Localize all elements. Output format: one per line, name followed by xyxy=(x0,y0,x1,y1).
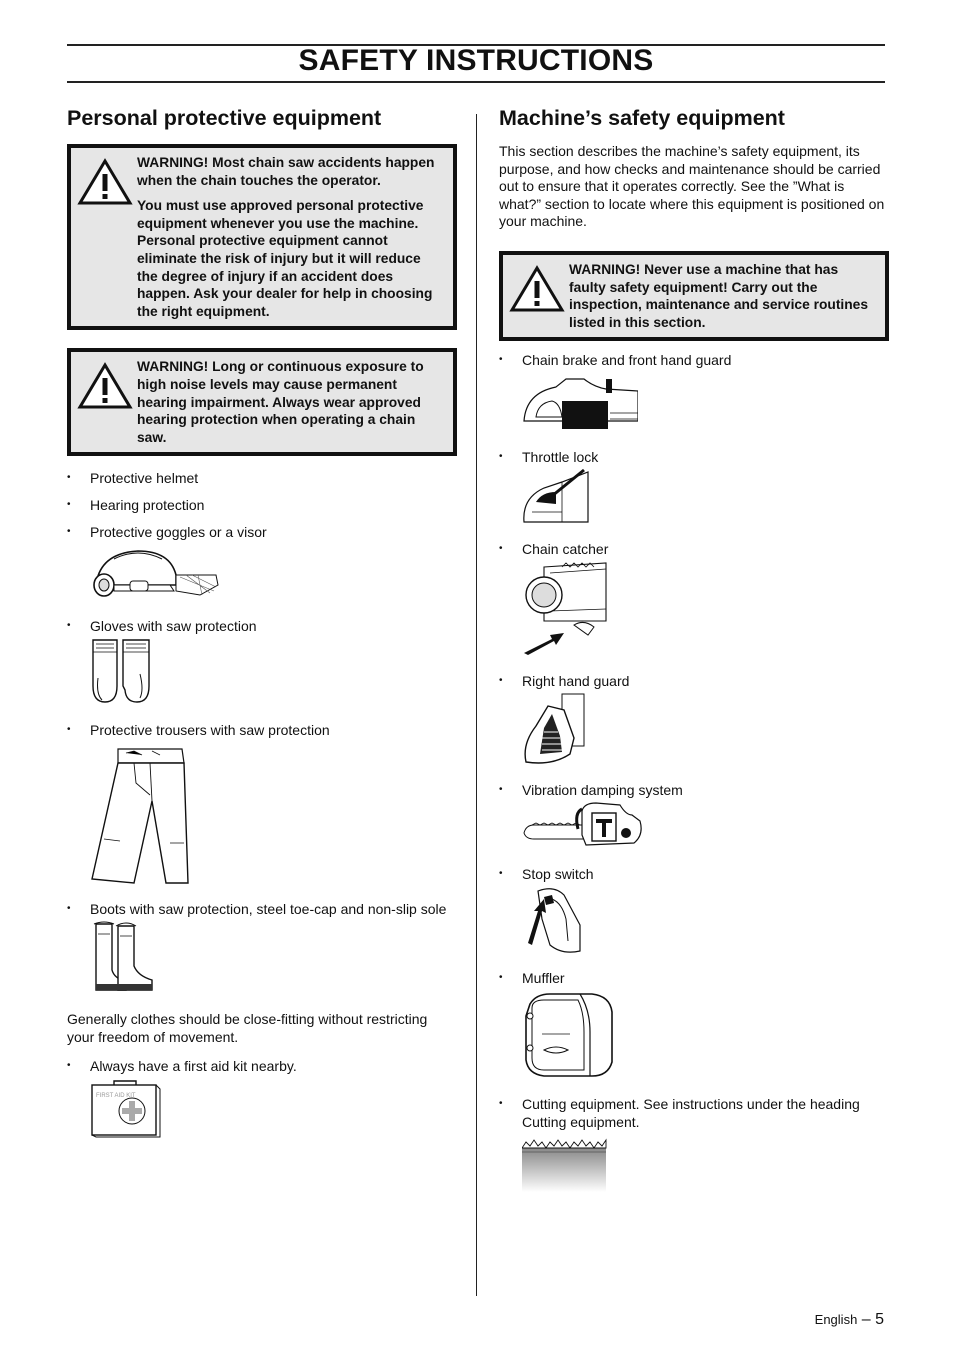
list-item: • Stop switch xyxy=(499,865,889,883)
page-number: 5 xyxy=(875,1311,884,1328)
list-item: • Boots with saw protection, steel toe-cap and non-slip sole xyxy=(67,900,457,918)
footer-separator: – xyxy=(857,1311,876,1328)
warning-box-noise xyxy=(67,348,457,456)
helmet-illustration xyxy=(90,545,457,602)
list-item: • Chain catcher xyxy=(499,540,889,558)
list-item: • Hearing protection xyxy=(67,496,457,514)
list-item: • Always have a first aid kit nearby. xyxy=(67,1057,457,1075)
list-item: • Gloves with saw protection xyxy=(67,617,457,635)
right-hand-guard-illustration xyxy=(522,692,889,773)
list-item: • Chain brake and front hand guard xyxy=(499,351,889,369)
personal-protective-equipment-heading: Personal protective equipment xyxy=(67,106,382,130)
list-item: • Protective trousers with saw protection xyxy=(67,721,457,739)
intro-paragraph: This section describes the machine’s safety equipment, its purpose, and how checks and maintenance should be carried out to ensure that it operates correctly. See the ”What is what?” section to locate where this equipment is positioned on your machine. xyxy=(499,143,885,230)
list-item: • Protective helmet xyxy=(67,469,457,487)
gloves-illustration xyxy=(90,638,457,709)
clothing-note: Generally clothes should be close-fitting without restricting your freedom of movement. xyxy=(67,1011,428,1045)
title-underline xyxy=(67,81,885,83)
list-item: • Vibration damping system xyxy=(499,781,889,799)
list-item: • Right hand guard xyxy=(499,672,889,690)
column-divider xyxy=(476,114,477,1296)
right-column xyxy=(499,106,889,1197)
stop-switch-illustration xyxy=(522,885,889,960)
first-aid-kit-label: FIRST AID KIT xyxy=(96,1092,136,1099)
cutting-equipment-illustration xyxy=(522,1136,889,1197)
warning-text: You must use approved personal protective equipment whenever you use the machine. Personal protective equipment cannot eliminate the risk of injury but it will reduce the degree of injury if an accident does happen. Ask your dealer for help in choosing the right equipment. xyxy=(137,198,433,319)
list-item: • Throttle lock xyxy=(499,448,889,466)
chain-brake-illustration xyxy=(522,373,889,440)
page-footer xyxy=(815,1311,884,1329)
left-column xyxy=(67,106,457,1146)
list-item: • Cutting equipment. See instructions under the heading Cutting equipment. xyxy=(499,1095,889,1131)
page-title: SAFETY INSTRUCTIONS xyxy=(298,44,654,77)
muffler-illustration xyxy=(522,990,889,1085)
throttle-lock-illustration xyxy=(522,468,889,529)
chain-catcher-illustration xyxy=(522,561,889,662)
warning-box-faulty-equipment xyxy=(499,251,889,341)
boots-illustration xyxy=(90,920,457,999)
protective-trousers-illustration xyxy=(90,743,457,890)
warning-triangle-icon xyxy=(509,261,569,331)
warning-triangle-icon xyxy=(77,358,137,446)
warning-text: WARNING! Long or continuous exposure to high noise levels may cause permanent hearing impairment. Always wear approved hearing protection when operating a chain saw. xyxy=(137,359,424,445)
first-aid-kit-illustration xyxy=(90,1079,457,1146)
warning-triangle-icon xyxy=(77,154,137,320)
warning-box-chain-accidents xyxy=(67,144,457,330)
machine-safety-equipment-heading: Machine’s safety equipment xyxy=(499,106,785,130)
list-item: • Protective goggles or a visor xyxy=(67,523,457,541)
vibration-damping-illustration xyxy=(522,801,889,856)
warning-text: WARNING! Never use a machine that has faulty safety equipment! Carry out the inspection, maintenance and service routines listed in this section. xyxy=(569,261,869,330)
warning-text: WARNING! Most chain saw accidents happen when the chain touches the operator. xyxy=(137,155,435,188)
list-item: • Muffler xyxy=(499,969,889,987)
footer-language: English xyxy=(814,1312,858,1327)
